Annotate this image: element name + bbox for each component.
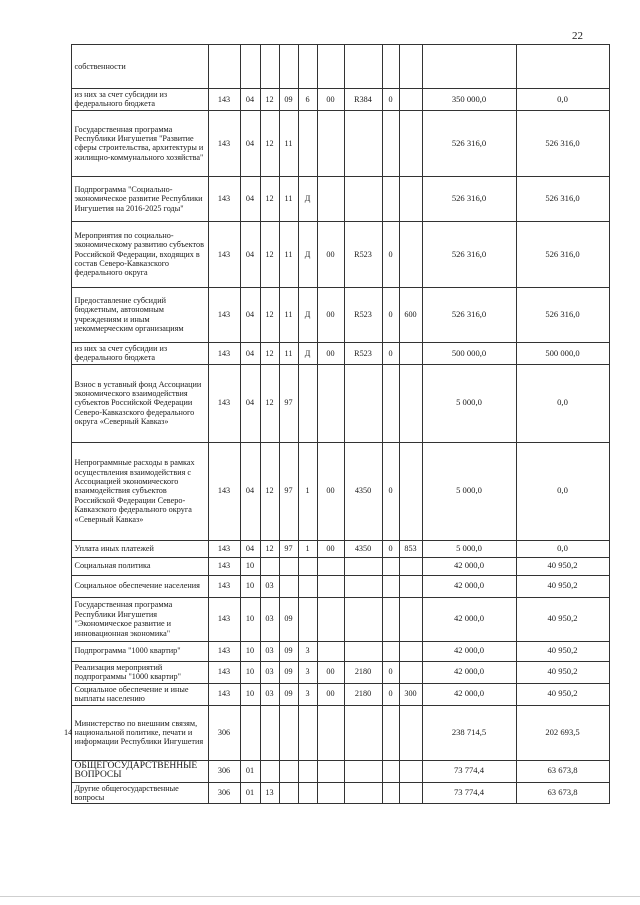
subprogram-code-cell: 6 xyxy=(298,89,317,111)
row-number-cell: 14 xyxy=(62,705,71,760)
section-code-cell: 04 xyxy=(240,364,260,442)
row-number-cell xyxy=(62,364,71,442)
row-number-cell xyxy=(62,782,71,804)
program-code-cell xyxy=(279,782,298,804)
row-number-cell xyxy=(62,641,71,661)
subprogram-code-cell xyxy=(298,705,317,760)
subprogram-code-cell: Д xyxy=(298,176,317,221)
expense-type-cell: 853 xyxy=(399,540,422,557)
extra-code-cell xyxy=(382,176,399,221)
expense-type-cell xyxy=(399,45,422,89)
amount-executed-cell: 526 316,0 xyxy=(516,176,609,221)
row-number-cell xyxy=(62,45,71,89)
event-code-cell xyxy=(317,364,344,442)
amount-planned-cell: 73 774,4 xyxy=(422,760,516,782)
subprogram-code-cell: 3 xyxy=(298,661,317,683)
amount-planned-cell: 42 000,0 xyxy=(422,597,516,641)
expense-type-cell xyxy=(399,364,422,442)
amount-executed-cell: 526 316,0 xyxy=(516,110,609,176)
item-name-cell: Уплата иных платежей xyxy=(71,540,208,557)
program-code-cell: 11 xyxy=(279,342,298,364)
section-code-cell: 04 xyxy=(240,540,260,557)
amount-executed-cell: 40 950,2 xyxy=(516,661,609,683)
row-number-cell xyxy=(62,683,71,705)
section-code-cell: 04 xyxy=(240,287,260,342)
amount-executed-cell xyxy=(516,45,609,89)
event-code-cell xyxy=(317,641,344,661)
expense-type-cell: 300 xyxy=(399,683,422,705)
item-name-cell: Взнос в уставный фонд Ассоциации экономического взаимодействия субъектов Российской Федерации Северо-Кавказского федерального округа «Северный Кавказ» xyxy=(71,364,208,442)
table-row xyxy=(62,760,609,782)
extra-code-cell: 0 xyxy=(382,342,399,364)
row-number-cell xyxy=(62,287,71,342)
amount-planned-cell: 42 000,0 xyxy=(422,575,516,597)
subprogram-code-cell xyxy=(298,557,317,575)
item-name-cell: Другие общегосударственные вопросы xyxy=(71,782,208,804)
subsection-code-cell xyxy=(260,705,279,760)
section-code-cell: 01 xyxy=(240,760,260,782)
event-code-cell: 00 xyxy=(317,442,344,540)
extra-code-cell xyxy=(382,45,399,89)
subsection-code-cell: 12 xyxy=(260,287,279,342)
table-row xyxy=(62,221,609,287)
extra-code-cell xyxy=(382,705,399,760)
amount-planned-cell: 526 316,0 xyxy=(422,221,516,287)
subprogram-code-cell xyxy=(298,364,317,442)
program-code-cell xyxy=(279,705,298,760)
amount-planned-cell xyxy=(422,45,516,89)
direction-code-cell: R384 xyxy=(344,89,382,111)
section-code-cell: 10 xyxy=(240,641,260,661)
direction-code-cell: 4350 xyxy=(344,540,382,557)
amount-planned-cell: 5 000,0 xyxy=(422,540,516,557)
page-number: 22 xyxy=(572,30,583,42)
direction-code-cell xyxy=(344,45,382,89)
program-code-cell xyxy=(279,45,298,89)
expense-type-cell xyxy=(399,342,422,364)
subsection-code-cell: 12 xyxy=(260,221,279,287)
subsection-code-cell: 12 xyxy=(260,89,279,111)
subsection-code-cell: 12 xyxy=(260,342,279,364)
expense-type-cell xyxy=(399,597,422,641)
program-code-cell: 09 xyxy=(279,661,298,683)
ministry-code-cell: 306 xyxy=(208,782,240,804)
ministry-code-cell: 143 xyxy=(208,89,240,111)
program-code-cell: 09 xyxy=(279,89,298,111)
extra-code-cell xyxy=(382,641,399,661)
table-row xyxy=(62,342,609,364)
ministry-code-cell: 143 xyxy=(208,575,240,597)
subprogram-code-cell: 1 xyxy=(298,540,317,557)
direction-code-cell xyxy=(344,176,382,221)
section-code-cell: 10 xyxy=(240,597,260,641)
expense-type-cell xyxy=(399,661,422,683)
direction-code-cell xyxy=(344,597,382,641)
table-row xyxy=(62,782,609,804)
amount-executed-cell: 0,0 xyxy=(516,89,609,111)
section-code-cell xyxy=(240,705,260,760)
expense-type-cell xyxy=(399,221,422,287)
extra-code-cell xyxy=(382,760,399,782)
amount-executed-cell: 63 673,8 xyxy=(516,782,609,804)
expense-type-cell xyxy=(399,782,422,804)
subsection-code-cell: 03 xyxy=(260,575,279,597)
program-code-cell: 97 xyxy=(279,540,298,557)
page-bottom-edge xyxy=(0,896,640,897)
row-number-cell xyxy=(62,575,71,597)
subprogram-code-cell: Д xyxy=(298,221,317,287)
expense-type-cell xyxy=(399,176,422,221)
section-code-cell: 04 xyxy=(240,342,260,364)
event-code-cell xyxy=(317,557,344,575)
program-code-cell: 11 xyxy=(279,110,298,176)
extra-code-cell xyxy=(382,782,399,804)
item-name-cell: Государственная программа Республики Ингушетия "Развитие сферы строительства, архитектуры и жилищно-коммунального хозяйства" xyxy=(71,110,208,176)
direction-code-cell xyxy=(344,705,382,760)
amount-executed-cell: 526 316,0 xyxy=(516,287,609,342)
subprogram-code-cell: 3 xyxy=(298,683,317,705)
amount-planned-cell: 238 714,5 xyxy=(422,705,516,760)
event-code-cell: 00 xyxy=(317,287,344,342)
amount-planned-cell: 526 316,0 xyxy=(422,287,516,342)
ministry-code-cell: 143 xyxy=(208,342,240,364)
table-row xyxy=(62,176,609,221)
program-code-cell: 09 xyxy=(279,641,298,661)
row-number-cell xyxy=(62,176,71,221)
section-code-cell: 04 xyxy=(240,89,260,111)
event-code-cell xyxy=(317,45,344,89)
program-code-cell xyxy=(279,760,298,782)
extra-code-cell: 0 xyxy=(382,661,399,683)
subprogram-code-cell xyxy=(298,45,317,89)
expense-type-cell xyxy=(399,705,422,760)
subprogram-code-cell xyxy=(298,575,317,597)
item-name-cell: из них за счет субсидии из федерального бюджета xyxy=(71,342,208,364)
program-code-cell: 09 xyxy=(279,683,298,705)
row-number-cell xyxy=(62,89,71,111)
direction-code-cell xyxy=(344,557,382,575)
ministry-code-cell: 143 xyxy=(208,540,240,557)
event-code-cell xyxy=(317,597,344,641)
section-code-cell: 04 xyxy=(240,176,260,221)
ministry-code-cell: 143 xyxy=(208,364,240,442)
expense-type-cell xyxy=(399,760,422,782)
table-row xyxy=(62,364,609,442)
extra-code-cell: 0 xyxy=(382,89,399,111)
budget-table xyxy=(62,44,610,804)
direction-code-cell xyxy=(344,782,382,804)
amount-executed-cell: 63 673,8 xyxy=(516,760,609,782)
table-row xyxy=(62,110,609,176)
ministry-code-cell: 143 xyxy=(208,557,240,575)
row-number-cell xyxy=(62,342,71,364)
direction-code-cell xyxy=(344,760,382,782)
subsection-code-cell: 12 xyxy=(260,540,279,557)
amount-planned-cell: 42 000,0 xyxy=(422,641,516,661)
subsection-code-cell: 13 xyxy=(260,782,279,804)
ministry-code-cell: 143 xyxy=(208,110,240,176)
subprogram-code-cell xyxy=(298,597,317,641)
amount-planned-cell: 73 774,4 xyxy=(422,782,516,804)
program-code-cell: 11 xyxy=(279,287,298,342)
expense-type-cell xyxy=(399,641,422,661)
amount-executed-cell: 0,0 xyxy=(516,540,609,557)
amount-planned-cell: 5 000,0 xyxy=(422,442,516,540)
event-code-cell: 00 xyxy=(317,89,344,111)
amount-executed-cell: 40 950,2 xyxy=(516,597,609,641)
amount-executed-cell: 40 950,2 xyxy=(516,557,609,575)
expense-type-cell xyxy=(399,442,422,540)
item-name-cell: из них за счет субсидии из федерального бюджета xyxy=(71,89,208,111)
table-body xyxy=(62,45,609,804)
event-code-cell: 00 xyxy=(317,540,344,557)
ministry-code-cell: 306 xyxy=(208,705,240,760)
subsection-code-cell xyxy=(260,760,279,782)
program-code-cell: 97 xyxy=(279,364,298,442)
subsection-code-cell: 03 xyxy=(260,683,279,705)
event-code-cell: 00 xyxy=(317,221,344,287)
ministry-code-cell: 143 xyxy=(208,442,240,540)
ministry-code-cell: 143 xyxy=(208,176,240,221)
event-code-cell xyxy=(317,705,344,760)
amount-executed-cell: 0,0 xyxy=(516,364,609,442)
section-code-cell: 10 xyxy=(240,683,260,705)
amount-executed-cell: 0,0 xyxy=(516,442,609,540)
section-code-cell: 04 xyxy=(240,221,260,287)
amount-planned-cell: 526 316,0 xyxy=(422,176,516,221)
extra-code-cell xyxy=(382,575,399,597)
subprogram-code-cell: Д xyxy=(298,287,317,342)
table-row xyxy=(62,705,609,760)
row-number-cell xyxy=(62,221,71,287)
event-code-cell: 00 xyxy=(317,661,344,683)
subprogram-code-cell xyxy=(298,760,317,782)
section-code-cell: 04 xyxy=(240,110,260,176)
row-number-cell xyxy=(62,760,71,782)
extra-code-cell xyxy=(382,364,399,442)
program-code-cell: 09 xyxy=(279,597,298,641)
ministry-code-cell: 143 xyxy=(208,641,240,661)
row-number-cell xyxy=(62,661,71,683)
expense-type-cell xyxy=(399,575,422,597)
table-row xyxy=(62,89,609,111)
table-row xyxy=(62,597,609,641)
amount-planned-cell: 526 316,0 xyxy=(422,110,516,176)
section-code-cell: 10 xyxy=(240,557,260,575)
subsection-code-cell: 12 xyxy=(260,442,279,540)
item-name-cell: Подпрограмма "Социально-экономическое развитие Республики Ингушетия на 2016-2025 годы" xyxy=(71,176,208,221)
item-name-cell: Мероприятия по социально-экономическому развитию субъектов Российской Федерации, входящих в состав Северо-Кавказского федерального округа xyxy=(71,221,208,287)
event-code-cell xyxy=(317,782,344,804)
amount-executed-cell: 40 950,2 xyxy=(516,575,609,597)
event-code-cell xyxy=(317,575,344,597)
subprogram-code-cell: Д xyxy=(298,342,317,364)
program-code-cell: 11 xyxy=(279,176,298,221)
expense-type-cell xyxy=(399,89,422,111)
subsection-code-cell xyxy=(260,557,279,575)
amount-planned-cell: 42 000,0 xyxy=(422,683,516,705)
section-code-cell: 01 xyxy=(240,782,260,804)
section-code-cell: 04 xyxy=(240,442,260,540)
section-code-cell: 10 xyxy=(240,661,260,683)
row-number-cell xyxy=(62,442,71,540)
subsection-code-cell: 03 xyxy=(260,597,279,641)
table-row xyxy=(62,540,609,557)
amount-executed-cell: 500 000,0 xyxy=(516,342,609,364)
amount-executed-cell: 202 693,5 xyxy=(516,705,609,760)
table-row xyxy=(62,641,609,661)
item-name-cell: Государственная программа Республики Ингушетия "Экономическое развитие и инновационная экономика" xyxy=(71,597,208,641)
expense-type-cell xyxy=(399,110,422,176)
extra-code-cell: 0 xyxy=(382,221,399,287)
row-number-cell xyxy=(62,540,71,557)
program-code-cell xyxy=(279,575,298,597)
amount-executed-cell: 40 950,2 xyxy=(516,641,609,661)
item-name-cell: Реализация мероприятий подпрограммы "1000 квартир" xyxy=(71,661,208,683)
subsection-code-cell: 12 xyxy=(260,364,279,442)
item-name-cell: Министерство по внешним связям, национальной политике, печати и информации Республики Ингушетия xyxy=(71,705,208,760)
table-row xyxy=(62,557,609,575)
program-code-cell xyxy=(279,557,298,575)
row-number-cell xyxy=(62,110,71,176)
item-name-cell: Социальное обеспечение населения xyxy=(71,575,208,597)
section-code-cell xyxy=(240,45,260,89)
program-code-cell: 11 xyxy=(279,221,298,287)
amount-planned-cell: 42 000,0 xyxy=(422,557,516,575)
amount-planned-cell: 350 000,0 xyxy=(422,89,516,111)
item-name-cell: Подпрограмма "1000 квартир" xyxy=(71,641,208,661)
ministry-code-cell: 143 xyxy=(208,287,240,342)
subprogram-code-cell: 3 xyxy=(298,641,317,661)
direction-code-cell: R523 xyxy=(344,287,382,342)
amount-planned-cell: 5 000,0 xyxy=(422,364,516,442)
item-name-cell: собственности xyxy=(71,45,208,89)
item-name-cell: Социальное обеспечение и иные выплаты населению xyxy=(71,683,208,705)
amount-planned-cell: 500 000,0 xyxy=(422,342,516,364)
section-code-cell: 10 xyxy=(240,575,260,597)
direction-code-cell: 2180 xyxy=(344,661,382,683)
table-row xyxy=(62,45,609,89)
ministry-code-cell: 143 xyxy=(208,221,240,287)
subsection-code-cell: 12 xyxy=(260,110,279,176)
item-name-cell: Непрограммные расходы в рамках осуществления взаимодействия с Ассоциацией экономического взаимодействия субъектов Российской Федерации Северо-Кавказского федерального округа «Северный Кавказ» xyxy=(71,442,208,540)
direction-code-cell xyxy=(344,110,382,176)
ministry-code-cell xyxy=(208,45,240,89)
subprogram-code-cell xyxy=(298,782,317,804)
extra-code-cell: 0 xyxy=(382,540,399,557)
event-code-cell: 00 xyxy=(317,683,344,705)
extra-code-cell xyxy=(382,557,399,575)
ministry-code-cell: 143 xyxy=(208,597,240,641)
direction-code-cell: R523 xyxy=(344,342,382,364)
extra-code-cell xyxy=(382,597,399,641)
subprogram-code-cell: 1 xyxy=(298,442,317,540)
row-number-cell xyxy=(62,597,71,641)
ministry-code-cell: 143 xyxy=(208,683,240,705)
direction-code-cell: 2180 xyxy=(344,683,382,705)
amount-executed-cell: 40 950,2 xyxy=(516,683,609,705)
event-code-cell xyxy=(317,110,344,176)
subprogram-code-cell xyxy=(298,110,317,176)
amount-planned-cell: 42 000,0 xyxy=(422,661,516,683)
subsection-code-cell: 12 xyxy=(260,176,279,221)
subsection-code-cell: 03 xyxy=(260,641,279,661)
direction-code-cell xyxy=(344,575,382,597)
extra-code-cell: 0 xyxy=(382,683,399,705)
direction-code-cell xyxy=(344,364,382,442)
program-code-cell: 97 xyxy=(279,442,298,540)
item-name-cell: Социальная политика xyxy=(71,557,208,575)
table-row xyxy=(62,683,609,705)
table-row xyxy=(62,575,609,597)
ministry-code-cell: 143 xyxy=(208,661,240,683)
event-code-cell xyxy=(317,760,344,782)
ministry-code-cell: 306 xyxy=(208,760,240,782)
event-code-cell xyxy=(317,176,344,221)
table-row xyxy=(62,442,609,540)
extra-code-cell: 0 xyxy=(382,287,399,342)
item-name-cell: ОБЩЕГОСУДАРСТВЕННЫЕ ВОПРОСЫ xyxy=(71,760,208,782)
event-code-cell: 00 xyxy=(317,342,344,364)
direction-code-cell: 4350 xyxy=(344,442,382,540)
row-number-cell xyxy=(62,557,71,575)
expense-type-cell: 600 xyxy=(399,287,422,342)
subsection-code-cell xyxy=(260,45,279,89)
expense-type-cell xyxy=(399,557,422,575)
direction-code-cell xyxy=(344,641,382,661)
item-name-cell: Предоставление субсидий бюджетным, автономным учреждениям и иным некоммерческим организациям xyxy=(71,287,208,342)
amount-executed-cell: 526 316,0 xyxy=(516,221,609,287)
extra-code-cell: 0 xyxy=(382,442,399,540)
table-row xyxy=(62,661,609,683)
extra-code-cell xyxy=(382,110,399,176)
direction-code-cell: R523 xyxy=(344,221,382,287)
subsection-code-cell: 03 xyxy=(260,661,279,683)
table-row xyxy=(62,287,609,342)
